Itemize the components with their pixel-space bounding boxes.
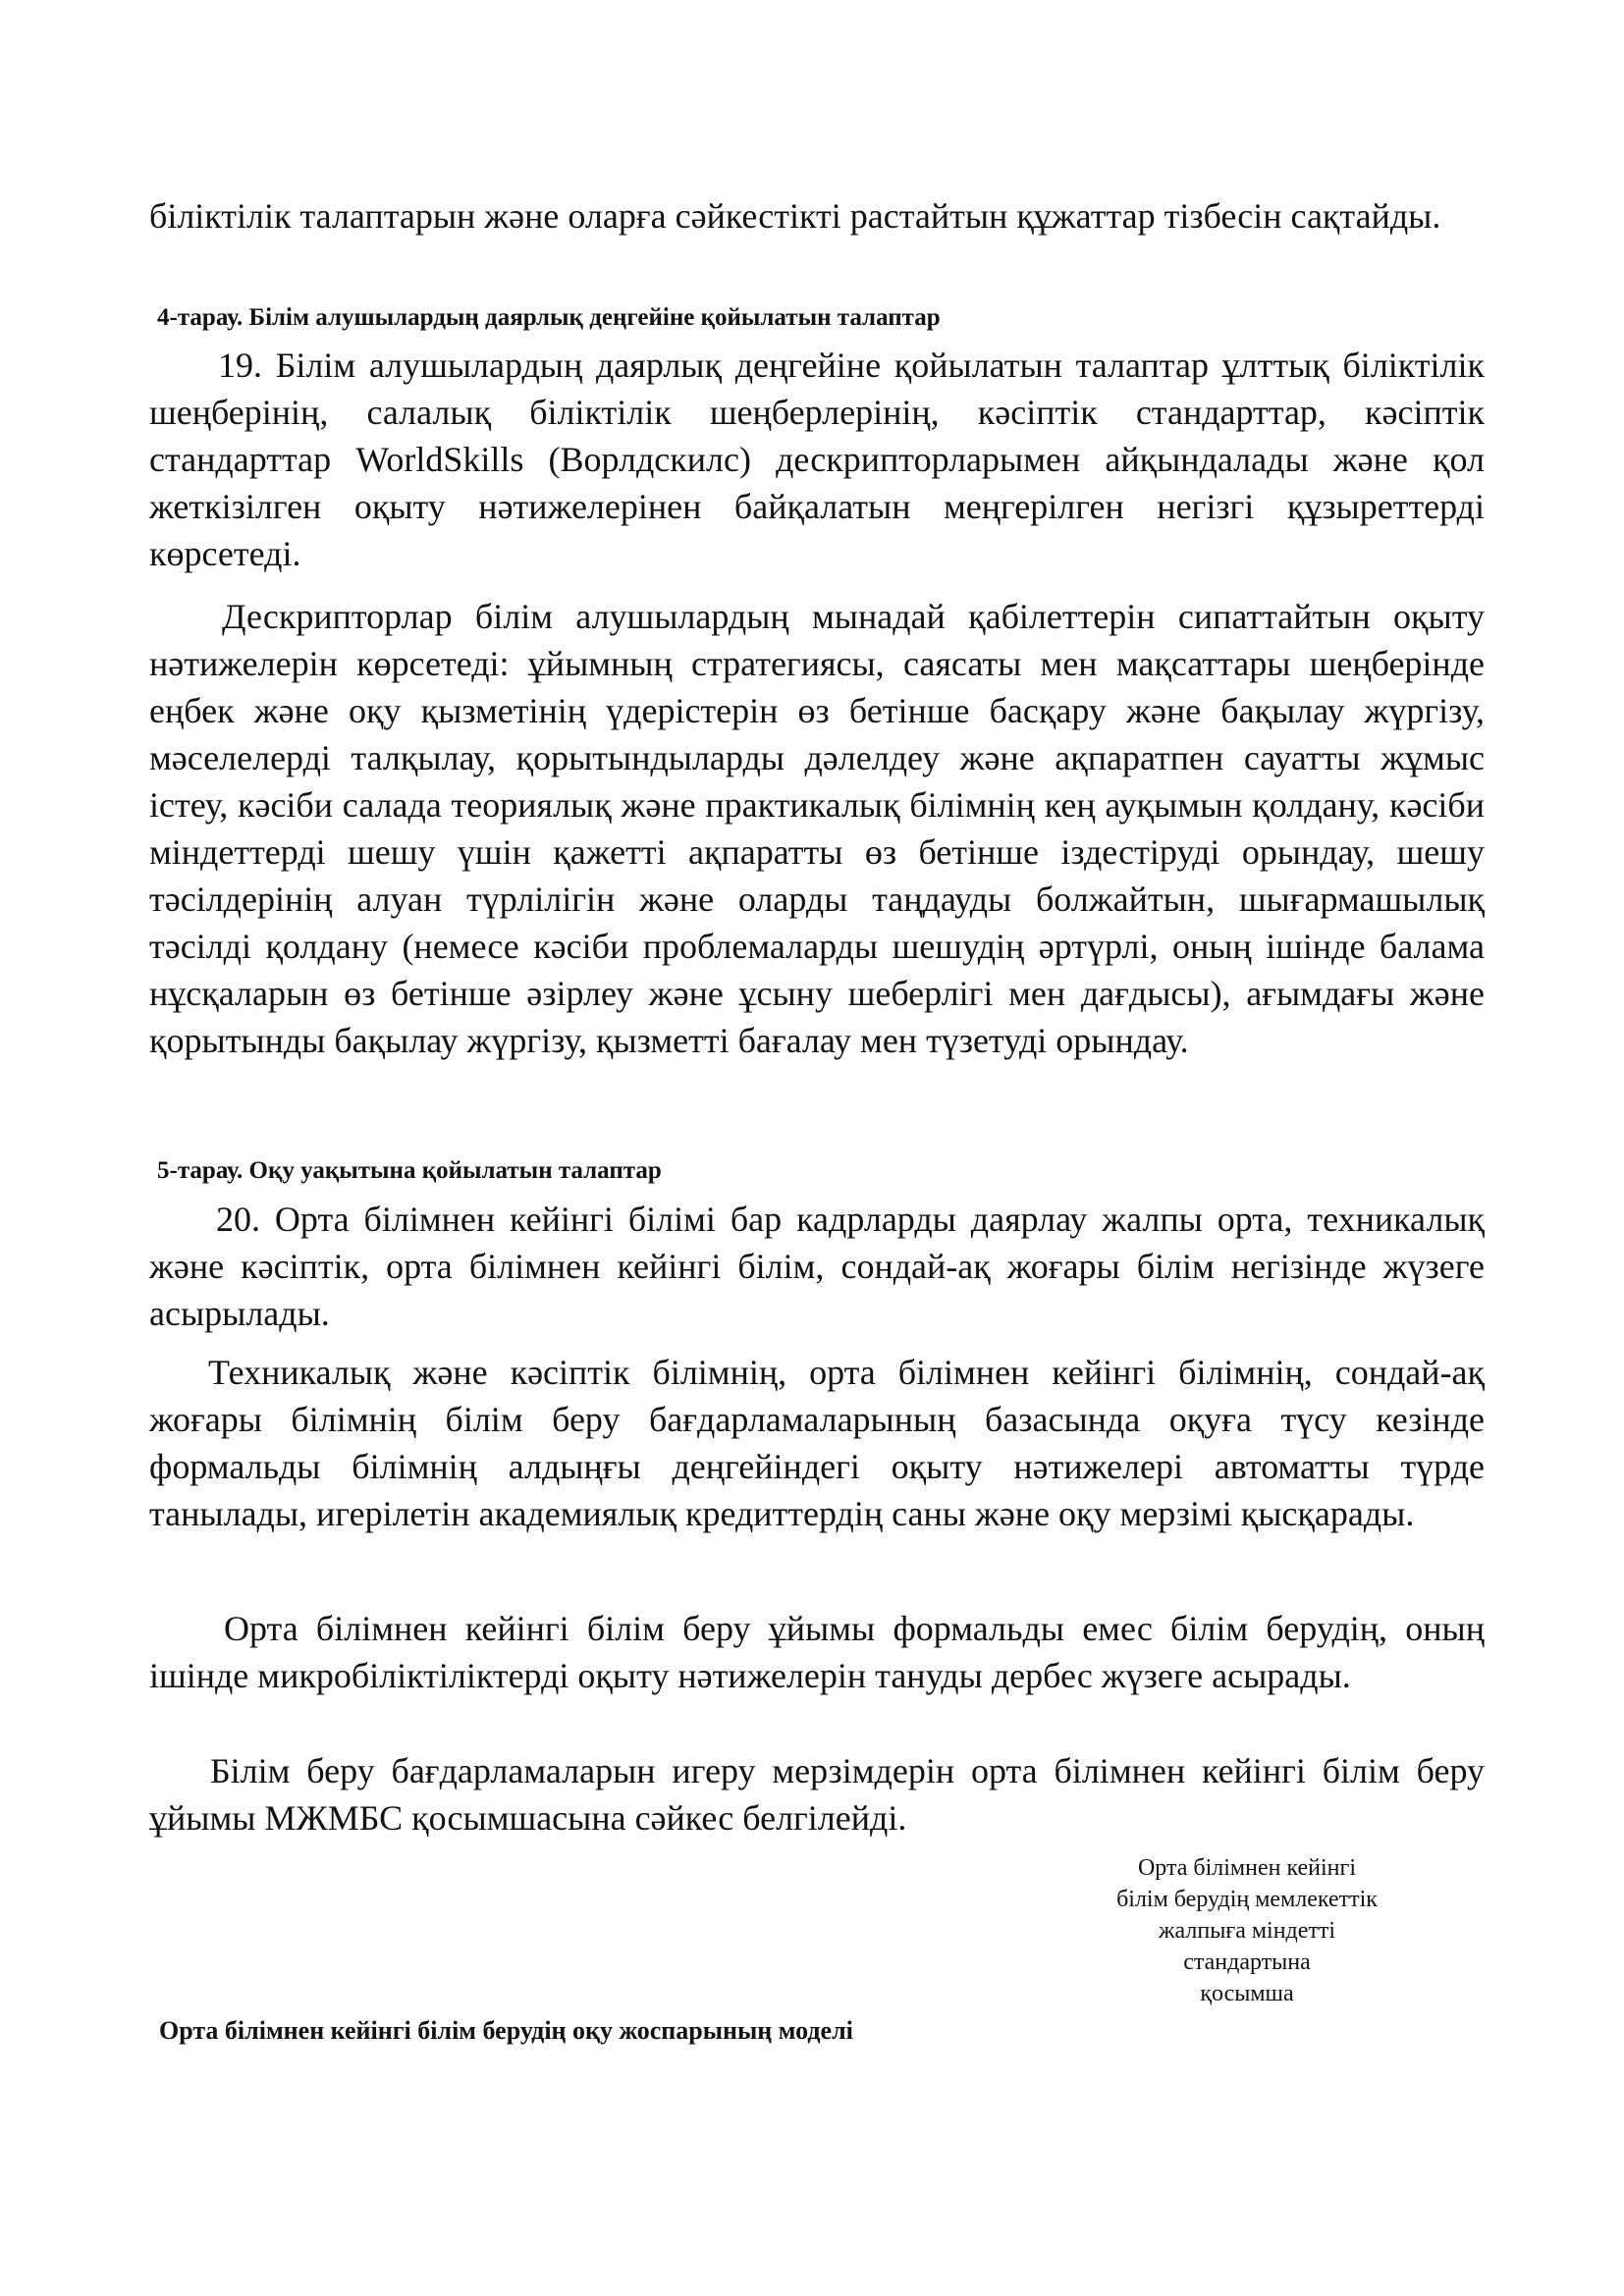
annex-line: Орта білімнен кейінгі [1137,1855,1357,1881]
chapter-5-heading: 5-тарау. Оқу уақытына қойылатын талаптар [157,1157,662,1184]
paragraph-prior-learning: Техникалық және кәсіптік білімнің, орта білімнен кейінгі білімнің, сондай-ақ жоғары білімнің білім беру бағдарламаларының базасында оқуға түсу кезінде формальды білімнің алдыңғы деңгейіндегі оқыту нәтижелері автоматты түрде танылады, игерілетін академиялық кредиттердің саны және оқу мерзімі қысқарады. [149,1353,1485,1533]
paragraph-non-formal-education: Орта білімнен кейінгі білім беру ұйымы формальды емес білім берудің, оның ішінде микробіліктіліктерді оқыту нәтижелерін тануды дербес жүзеге асырады. [149,1609,1485,1695]
annex-line: білім берудің мемлекеттік [1116,1887,1378,1912]
annex-line: қосымша [1200,1981,1294,2006]
annex-line: стандартына [1183,1949,1311,1975]
paragraph-descriptors: Дескрипторлар білім алушылардың мынадай қабілеттерін сипаттайтын оқыту нәтижелерін көрсетеді: ұйымның стратегиясы, саясаты мен мақсаттары шеңберінде еңбек және оқу қызметінің үдерістерін өз бетінше басқару және бақылау жүргізу, мәселелерді талқылау, қорытындыларды дәлелдеу және ақпаратпен сауатты жұмыс істеу, кәсіби салада теориялық және практикалық білімнің кең ауқымын қолдану, кәсіби міндеттерді шешу үшін қажетті ақпаратты өз бетінше іздестіруді орындау, шешу тәсілдерінің алуан түрлілігін және оларды таңдауды болжайтын, шығармашылық тәсілді қолдану (немесе кәсіби проблемаларды шешудің әртүрлі, оның ішінде балама нұсқаларын өз бетінше әзірлеу және ұсыну шеберлігі мен дағдысы), ағымдағы және қорытынды бақылау жүргізу, қызметті бағалау мен түзетуді орындау. [149,597,1485,1060]
annex-note [1041,1852,1453,2009]
chapter-4-heading: 4-тарау. Білім алушылардың даярлық деңгейіне қойылатын талаптар [157,304,941,331]
paragraph-program-terms: Білім беру бағдарламаларын игеру мерзімдерін орта білімнен кейінгі білім беру ұйымы МЖМБС қосымшасына сәйкес белгілейді. [149,1751,1485,1838]
annex-line: жалпыға міндетті [1158,1918,1336,1944]
paragraph-19: 19. Білім алушылардың даярлық деңгейіне қойылатын талаптар ұлттық біліктілік шеңберінің, салалық біліктілік шеңберлерінің, кәсіптік стандарттар, кәсіптік стандарттар WorldSkills (Ворлдскилс) дескрипторларымен айқындалады және қол жеткізілген оқыту нәтижелерінен байқалатын меңгерілген негізгі құзыреттерді көрсетеді. [149,346,1485,573]
paragraph-20: 20. Орта білімнен кейінгі білімі бар кадрларды даярлау жалпы орта, техникалық және кәсіптік, орта білімнен кейінгі білім, сондай-ақ жоғары білім негізінде жүзеге асырылады. [149,1200,1485,1333]
curriculum-model-title: Орта білімнен кейінгі білім берудің оқу жоспарының моделі [159,2016,853,2045]
paragraph-continuation: біліктілік талаптарын және оларға сәйкестікті растайтын құжаттар тізбесін сақтайды. [149,196,1441,236]
